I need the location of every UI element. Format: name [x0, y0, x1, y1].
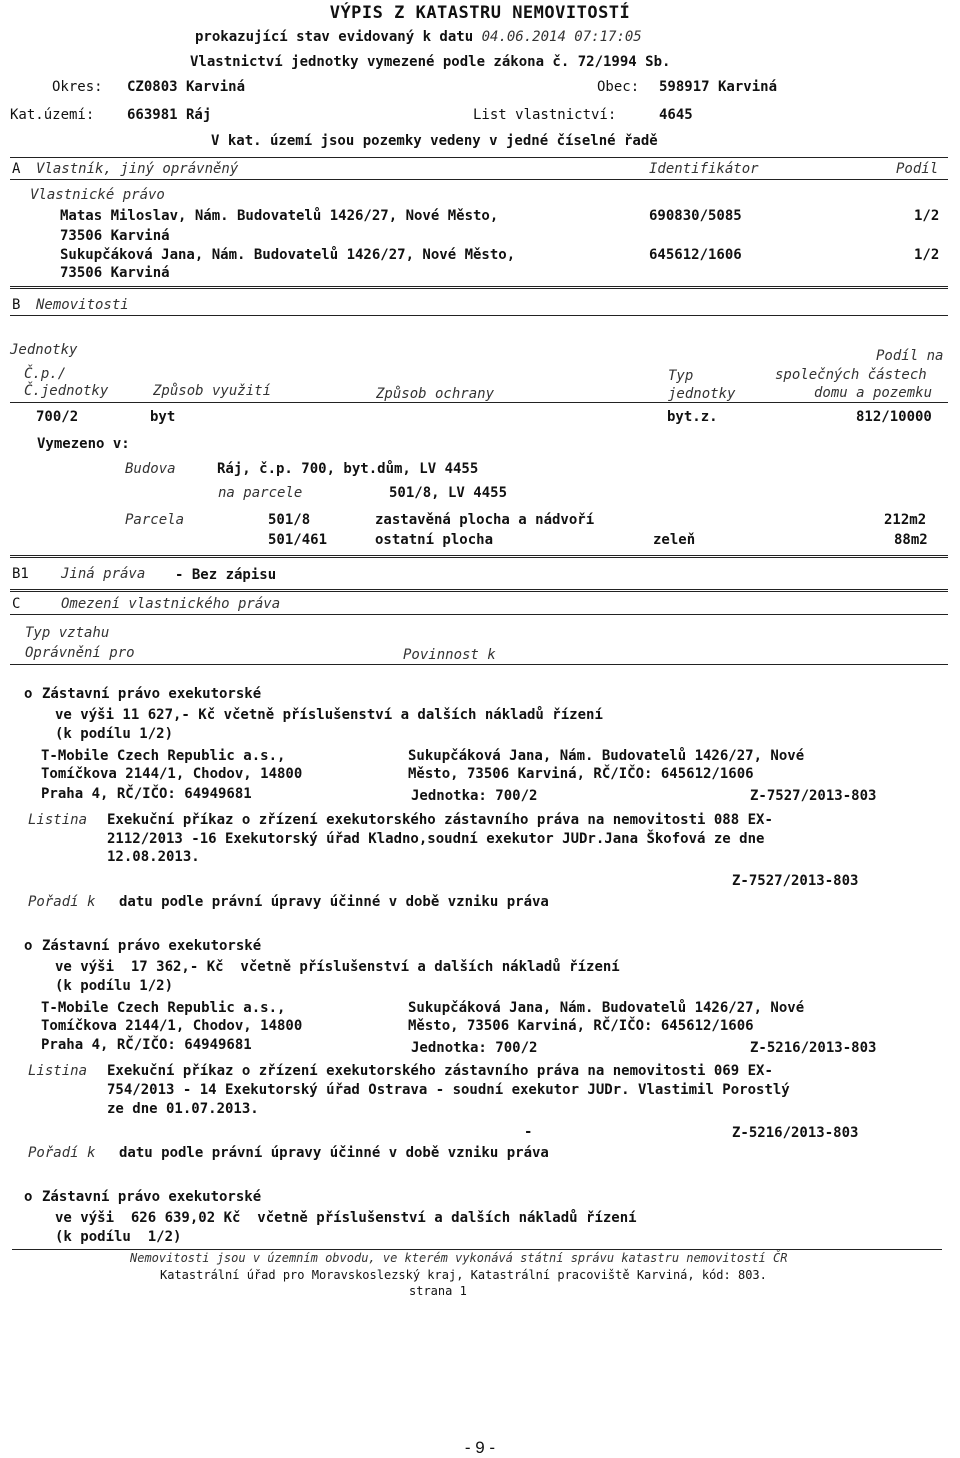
identifier-header: Identifikátor	[649, 161, 759, 177]
entry-2-debtor-1: Sukupčáková Jana, Nám. Budovatelů 1426/27, Nové	[408, 1000, 805, 1016]
col-use: Způsob využití	[153, 383, 272, 399]
law-line: Vlastnictví jednotky vymezené podle zákona č. 72/1994 Sb.	[190, 54, 671, 70]
unit-type: byt.z.	[667, 409, 718, 425]
entry-1-creditor-2: Tomíčkova 2144/1, Chodov, 14800	[41, 766, 303, 782]
footer-page-label: strana 1	[409, 1284, 467, 1298]
entry-1-order-label: Pořadí k	[28, 894, 96, 910]
parcel-2-number: 501/461	[268, 532, 328, 548]
entry-2-order-label: Pořadí k	[28, 1145, 96, 1161]
entry-1-title: Zástavní právo exekutorské	[42, 686, 262, 702]
okres-value: CZ0803 Karviná	[127, 79, 246, 95]
section-b-letter: B	[12, 297, 21, 313]
entry-3-share: (k podílu 1/2)	[55, 1229, 182, 1245]
entry-2-dash: -	[524, 1124, 533, 1140]
section-a-title: Vlastník, jiný oprávněný	[36, 161, 239, 177]
entry-2-creditor-3: Praha 4, RČ/IČO: 64949681	[41, 1037, 252, 1053]
parcel-2-area: 88m2	[894, 532, 928, 548]
col-type-1: Typ	[668, 368, 694, 384]
entry-2-creditor-1: T-Mobile Czech Republic a.s.,	[41, 1000, 286, 1016]
entry-1-amount: ve výši 11 627,- Kč včetně příslušenství a dalších nákladů řízení	[55, 707, 603, 723]
state-prefix: prokazující stav evidovaný k datu	[195, 29, 474, 45]
entry-2-bullet: o	[24, 938, 33, 954]
owner-1-address: Matas Miloslav, Nám. Budovatelů 1426/27, Nové Město,	[60, 208, 499, 224]
entry-2-order-text: datu podle právní úpravy účinné v době vzniku práva	[119, 1145, 549, 1161]
divider	[10, 402, 948, 403]
section-c-letter: C	[12, 596, 21, 612]
entry-2-title: Zástavní právo exekutorské	[42, 938, 262, 954]
entry-3-bullet: o	[24, 1189, 33, 1205]
double-divider	[10, 286, 948, 289]
owner-2-city: 73506 Karviná	[60, 265, 170, 281]
document-title: VÝPIS Z KATASTRU NEMOVITOSTÍ	[329, 3, 631, 23]
building-value: Ráj, č.p. 700, byt.dům, LV 4455	[217, 461, 479, 477]
owner-2-share: 1/2	[914, 247, 940, 263]
section-b1-title: Jiná práva	[61, 566, 146, 582]
divider	[10, 315, 948, 316]
entry-2-ref: Z-5216/2013-803	[750, 1040, 877, 1056]
entry-3-amount: ve výši 626 639,02 Kč včetně příslušenství a dalších nákladů řízení	[55, 1210, 637, 1226]
entry-2-listina-label: Listina	[28, 1063, 88, 1079]
lv-label: List vlastnictví:	[473, 107, 617, 123]
entry-2-share: (k podílu 1/2)	[55, 978, 174, 994]
entry-2-debtor-3: Jednotka: 700/2	[411, 1040, 538, 1056]
entry-2-debtor-2: Město, 73506 Karviná, RČ/IČO: 645612/1606	[408, 1018, 754, 1034]
divider	[10, 157, 948, 158]
unit-number: 700/2	[36, 409, 79, 425]
col-cp: Č.p./	[24, 366, 67, 382]
lv-value: 4645	[659, 107, 693, 123]
owner-1-city: 73506 Karviná	[60, 228, 170, 244]
share-header: Podíl	[896, 161, 939, 177]
obec-label: Obec:	[597, 79, 640, 95]
col-right-for: Oprávnění pro	[25, 645, 135, 661]
section-b-title: Nemovitosti	[36, 297, 129, 313]
section-b1-letter: B1	[12, 566, 29, 582]
col-type-2: jednotky	[668, 386, 736, 402]
entry-2-listina-1: Exekuční příkaz o zřízení exekutorského zástavního práva na nemovitosti 069 EX-	[107, 1063, 773, 1079]
unit-share: 812/10000	[856, 409, 932, 425]
state-date: 04.06.2014 07:17:05	[481, 29, 642, 45]
owner-2-id: 645612/1606	[649, 247, 742, 263]
obec-value: 598917 Karviná	[659, 79, 778, 95]
parcel-1-number: 501/8	[268, 512, 311, 528]
entry-1-debtor-3: Jednotka: 700/2	[411, 788, 538, 804]
ownership-subtitle: Vlastnické právo	[30, 187, 165, 203]
on-parcel-label: na parcele	[218, 485, 303, 501]
entry-1-bullet: o	[24, 686, 33, 702]
section-c-title: Omezení vlastnického práva	[61, 596, 281, 612]
section-b1-value: - Bez zápisu	[175, 567, 277, 583]
state-line	[195, 28, 642, 46]
entry-1-creditor-3: Praha 4, RČ/IČO: 64949681	[41, 786, 252, 802]
section-a-letter: A	[12, 161, 21, 177]
col-share-3: domu a pozemku	[814, 385, 933, 401]
parcel-1-area: 212m2	[884, 512, 927, 528]
entry-2-listina-3: ze dne 01.07.2013.	[107, 1101, 259, 1117]
entry-1-listina-3: 12.08.2013.	[107, 849, 200, 865]
building-label: Budova	[125, 461, 176, 477]
footer-line-1: Nemovitosti jsou v územním obvodu, ve kterém vykonává státní správu katastru nemovitostí ČR	[130, 1251, 788, 1265]
divider	[10, 179, 948, 180]
entry-3-title: Zástavní právo exekutorské	[42, 1189, 262, 1205]
entry-1-debtor-2: Město, 73506 Karviná, RČ/IČO: 645612/1606	[408, 766, 754, 782]
ku-value: 663981 Ráj	[127, 107, 212, 123]
okres-label: Okres:	[52, 79, 103, 95]
col-unit: Č.jednotky	[24, 383, 109, 399]
col-relation-type: Typ vztahu	[25, 625, 110, 641]
entry-2-listina-2: 754/2013 - 14 Exekutorský úřad Ostrava - soudní exekutor JUDr. Vlastimil Porostlý	[107, 1082, 790, 1098]
col-protection: Způsob ochrany	[376, 386, 495, 402]
entry-2-ref2: Z-5216/2013-803	[732, 1125, 859, 1141]
cadastre-note: V kat. území jsou pozemky vedeny v jedné číselné řadě	[211, 133, 658, 149]
double-divider	[10, 589, 948, 592]
parcel-label: Parcela	[125, 512, 185, 528]
footer-line-2: Katastrální úřad pro Moravskoslezský kraj, Katastrální pracoviště Karviná, kód: 803.	[160, 1268, 767, 1282]
parcel-2-kind: ostatní plocha	[375, 532, 494, 548]
entry-1-listina-label: Listina	[28, 812, 88, 828]
entry-1-share: (k podílu 1/2)	[55, 726, 174, 742]
entry-1-ref2: Z-7527/2013-803	[732, 873, 859, 889]
entry-1-creditor-1: T-Mobile Czech Republic a.s.,	[41, 748, 286, 764]
owner-1-id: 690830/5085	[649, 208, 742, 224]
defined-in: Vymezeno v:	[37, 436, 130, 452]
entry-1-listina-1: Exekuční příkaz o zřízení exekutorského zástavního práva na nemovitosti 088 EX-	[107, 812, 773, 828]
owner-1-share: 1/2	[914, 208, 940, 224]
parcel-1-kind: zastavěná plocha a nádvoří	[375, 512, 595, 528]
entry-1-ref: Z-7527/2013-803	[750, 788, 877, 804]
page-number: - 9 -	[464, 1438, 496, 1457]
entry-2-amount: ve výši 17 362,- Kč včetně příslušenství a dalších nákladů řízení	[55, 959, 620, 975]
entry-1-listina-2: 2112/2013 -16 Exekutorský úřad Kladno,soudní exekutor JUDr.Jana Škofová ze dne	[107, 831, 765, 847]
divider	[10, 664, 948, 665]
col-share-1: Podíl na	[876, 348, 944, 364]
entry-1-order-text: datu podle právní úpravy účinné v době vzniku práva	[119, 894, 549, 910]
col-share-2: společných částech	[775, 367, 927, 383]
double-divider	[10, 555, 948, 558]
entry-1-debtor-1: Sukupčáková Jana, Nám. Budovatelů 1426/27, Nové	[408, 748, 805, 764]
ku-label: Kat.území:	[10, 107, 95, 123]
entry-2-creditor-2: Tomíčkova 2144/1, Chodov, 14800	[41, 1018, 303, 1034]
units-title: Jednotky	[10, 342, 78, 358]
unit-use: byt	[150, 409, 176, 425]
on-parcel-value: 501/8, LV 4455	[389, 485, 508, 501]
owner-2-address: Sukupčáková Jana, Nám. Budovatelů 1426/27, Nové Město,	[60, 247, 516, 263]
parcel-2-usage: zeleň	[653, 532, 696, 548]
divider	[10, 614, 948, 615]
col-duty: Povinnost k	[403, 647, 496, 663]
